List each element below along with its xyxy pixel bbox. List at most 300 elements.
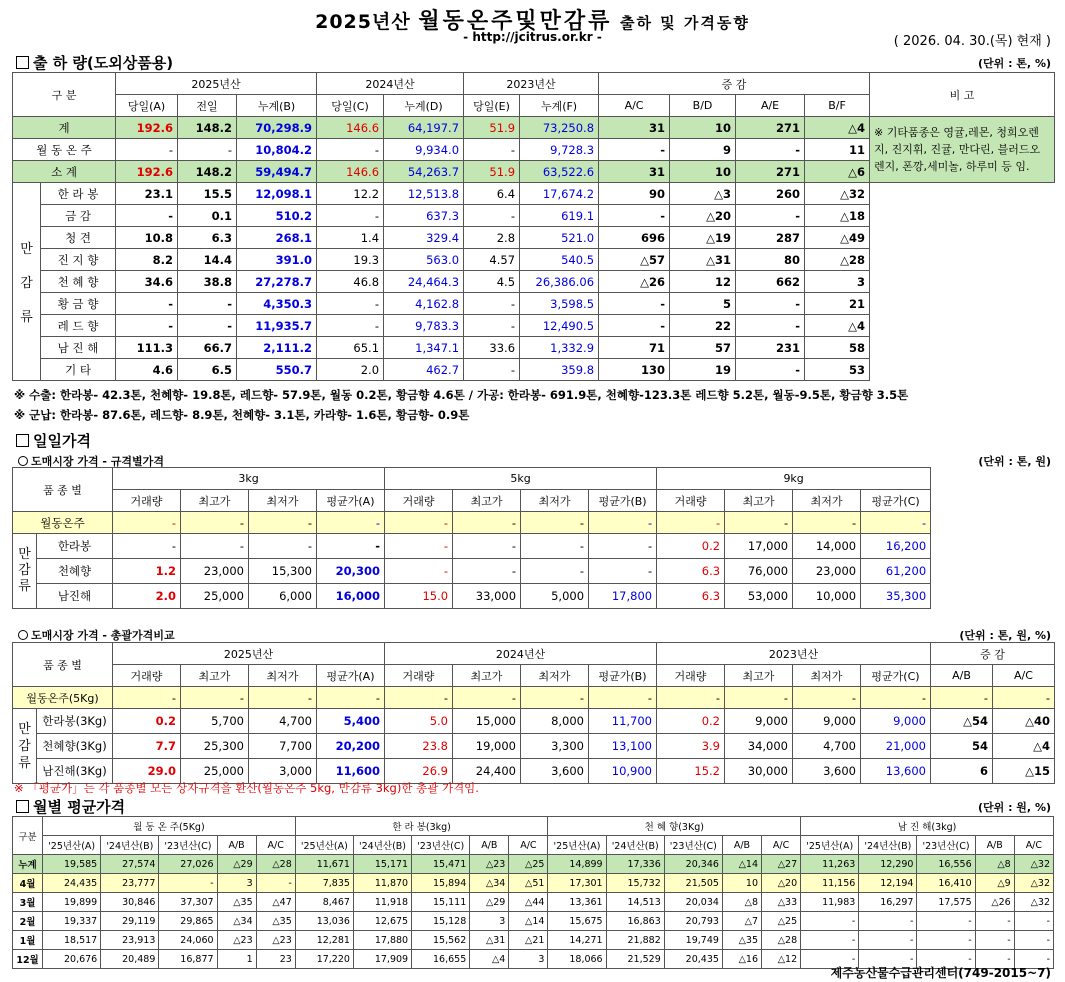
column-header: A/C: [256, 836, 295, 855]
table-cell: 12,675: [353, 912, 411, 931]
table-cell: 59,494.7: [237, 161, 317, 183]
table-cell: 1.2: [113, 559, 181, 584]
table-cell: △25: [762, 912, 801, 931]
table-cell: 10.8: [116, 227, 178, 249]
table-cell: -: [116, 205, 178, 227]
table-cell: -: [1014, 931, 1053, 950]
table-cell: 11,700: [589, 709, 657, 734]
shipment-section-title: 출 하 량(도외상품용): [16, 52, 173, 73]
table-cell: 1: [217, 950, 256, 969]
table-cell: -: [736, 293, 805, 315]
table-cell: 58: [805, 337, 870, 359]
table-cell: 23,777: [101, 874, 159, 893]
table-cell: 80: [736, 249, 805, 271]
daily-compare-table: [12, 642, 1055, 784]
table-cell: -: [181, 512, 249, 534]
table-cell: 23: [256, 950, 295, 969]
column-header: A/E: [736, 95, 805, 117]
monthly-section-title: 월별 평균가격: [16, 796, 125, 817]
table-cell: △32: [1014, 874, 1053, 893]
table-cell: 33,000: [453, 584, 521, 609]
column-header: '25년산(A): [801, 836, 859, 855]
table-cell: 9,000: [725, 709, 793, 734]
table-cell: 12,290: [859, 855, 917, 874]
h-remark: 비 고: [870, 73, 1055, 117]
table-cell: 16,863: [606, 912, 664, 931]
table-cell: △54: [931, 709, 993, 734]
table-cell: 4,700: [793, 734, 861, 759]
table-cell: 10: [670, 161, 736, 183]
table-row: [13, 931, 1054, 950]
column-header: 당일(C): [317, 95, 384, 117]
table-row: [13, 874, 1054, 893]
table-cell: 637.3: [384, 205, 464, 227]
table-cell: 26,386.06: [520, 271, 599, 293]
table-cell: 4,700: [249, 709, 317, 734]
checkbox-icon: [16, 434, 29, 447]
site-url[interactable]: - http://jcitrus.or.kr -: [463, 30, 602, 44]
table-cell: -: [317, 205, 384, 227]
table-cell: 17,220: [295, 950, 353, 969]
row-label: 청 견: [41, 227, 116, 249]
table-row: [13, 512, 931, 534]
table-cell: -: [1014, 950, 1053, 969]
table-cell: 23,000: [181, 559, 249, 584]
table-cell: 15,000: [453, 709, 521, 734]
table-cell: -: [453, 687, 521, 709]
table-cell: -: [801, 950, 859, 969]
table-cell: 17,800: [589, 584, 657, 609]
column-group-header: 2024년산: [385, 643, 657, 665]
column-header: 최저가: [249, 665, 317, 687]
h-category: 구 분: [13, 73, 116, 117]
table-row: [13, 665, 1055, 687]
column-header: 거래량: [385, 490, 453, 512]
table-cell: 64,197.7: [384, 117, 464, 139]
table-cell: -: [725, 687, 793, 709]
table-cell: 20,489: [101, 950, 159, 969]
title-year: 2025년산: [315, 11, 411, 33]
table-cell: -: [317, 293, 384, 315]
table-row: [13, 183, 1055, 205]
table-cell: 9,783.3: [384, 315, 464, 337]
table-cell: 12.2: [317, 183, 384, 205]
table-cell: 53,000: [725, 584, 793, 609]
table-cell: 19,899: [43, 893, 101, 912]
table-cell: 31: [599, 117, 670, 139]
table-cell: -: [464, 293, 520, 315]
table-cell: 271: [736, 117, 805, 139]
table-cell: -: [589, 687, 657, 709]
column-header: A/C: [762, 836, 801, 855]
column-group-header: 9kg: [657, 468, 931, 490]
table-cell: 2.0: [113, 584, 181, 609]
table-cell: 46.8: [317, 271, 384, 293]
table-cell: 29,865: [159, 912, 217, 931]
table-cell: △34: [217, 912, 256, 931]
table-cell: -: [861, 512, 931, 534]
table-row: [13, 584, 931, 609]
table-cell: 54,263.7: [384, 161, 464, 183]
column-group-header: 5kg: [385, 468, 657, 490]
table-cell: -: [159, 874, 217, 893]
column-group-header: 2023년산: [464, 73, 599, 95]
daily-sub2: 도매시장 가격 - 총괄가격비교: [18, 627, 175, 643]
table-cell: 4.57: [464, 249, 520, 271]
column-header: 평균가(A): [317, 665, 385, 687]
table-cell: 10,804.2: [237, 139, 317, 161]
table-cell: 26.9: [385, 759, 453, 784]
column-group-header: 월 동 온 주(5Kg): [43, 817, 296, 836]
table-cell: -: [385, 534, 453, 559]
column-header: 당일(A): [116, 95, 178, 117]
column-header: 평균가(A): [317, 490, 385, 512]
table-cell: -: [859, 912, 917, 931]
table-row: [13, 293, 1055, 315]
table-cell: 3,300: [521, 734, 589, 759]
column-header: '23년산(C): [917, 836, 975, 855]
table-cell: -: [317, 534, 385, 559]
table-cell: 17,909: [353, 950, 411, 969]
table-cell: 20,793: [664, 912, 722, 931]
table-cell: -: [464, 315, 520, 337]
table-cell: 0.2: [113, 709, 181, 734]
column-header: 최고가: [725, 665, 793, 687]
table-cell: △9: [975, 874, 1014, 893]
table-cell: -: [385, 559, 453, 584]
table-cell: 15,675: [548, 912, 606, 931]
table-cell: 6.3: [178, 227, 237, 249]
table-cell: △7: [722, 912, 761, 931]
table-cell: 6.5: [178, 359, 237, 381]
table-cell: 4.6: [116, 359, 178, 381]
table-cell: 148.2: [178, 161, 237, 183]
table-cell: 21,882: [606, 931, 664, 950]
column-header: '25년산(A): [548, 836, 606, 855]
column-header: 누계(B): [237, 95, 317, 117]
table-cell: -: [859, 950, 917, 969]
table-cell: 20,034: [664, 893, 722, 912]
table-cell: 73,250.8: [520, 117, 599, 139]
table-cell: 16,000: [317, 584, 385, 609]
table-cell: 33.6: [464, 337, 520, 359]
table-cell: △35: [217, 893, 256, 912]
table-cell: 6,000: [249, 584, 317, 609]
table-cell: △32: [1014, 893, 1053, 912]
table-cell: 11,600: [317, 759, 385, 784]
table-cell: 15,300: [249, 559, 317, 584]
table-cell: 20,346: [664, 855, 722, 874]
table-cell: -: [178, 315, 237, 337]
table-cell: 231: [736, 337, 805, 359]
table-cell: -: [793, 512, 861, 534]
row-label: 남진해(3Kg): [37, 759, 113, 784]
table-cell: 4,162.8: [384, 293, 464, 315]
table-cell: 148.2: [178, 117, 237, 139]
table-cell: 7.7: [113, 734, 181, 759]
table-cell: △29: [470, 893, 509, 912]
table-cell: 19.3: [317, 249, 384, 271]
table-cell: -: [931, 687, 993, 709]
table-cell: 15,471: [412, 855, 470, 874]
table-cell: 70,298.9: [237, 117, 317, 139]
row-label: 누계: [13, 855, 43, 874]
table-row: [13, 643, 1055, 665]
table-cell: 192.6: [116, 161, 178, 183]
table-cell: 14.4: [178, 249, 237, 271]
table-cell: 3.9: [657, 734, 725, 759]
table-cell: 21,000: [861, 734, 931, 759]
table-row: [13, 227, 1055, 249]
table-cell: -: [975, 950, 1014, 969]
table-cell: 16,556: [917, 855, 975, 874]
table-cell: -: [249, 534, 317, 559]
table-cell: △31: [670, 249, 736, 271]
table-cell: 4,350.3: [237, 293, 317, 315]
mangam-group-label: 만 감 류: [13, 183, 41, 381]
table-cell: 20,676: [43, 950, 101, 969]
table-cell: 23.1: [116, 183, 178, 205]
table-cell: 24,060: [159, 931, 217, 950]
table-cell: 11: [805, 139, 870, 161]
table-cell: 1,347.1: [384, 337, 464, 359]
table-cell: 66.7: [178, 337, 237, 359]
column-header: A/C: [993, 665, 1055, 687]
table-cell: △12: [762, 950, 801, 969]
table-cell: 15.5: [178, 183, 237, 205]
column-header: 최고가: [181, 490, 249, 512]
row-label: 4월: [13, 874, 43, 893]
daily-note: ※ 「평균가」는 각 품종별 모든 상자규격을 환산(월동온주 5kg, 만감류 3kg)한 총괄 가격임.: [14, 781, 479, 795]
column-header: A/C: [509, 836, 548, 855]
table-cell: 29.0: [113, 759, 181, 784]
table-cell: 0.2: [657, 534, 725, 559]
column-header: 당일(E): [464, 95, 520, 117]
table-cell: 18,517: [43, 931, 101, 950]
table-cell: 53: [805, 359, 870, 381]
table-cell: 17,000: [725, 534, 793, 559]
table-cell: 9,000: [861, 709, 931, 734]
row-label: 소 계: [13, 161, 116, 183]
table-cell: -: [453, 512, 521, 534]
table-cell: 10,900: [589, 759, 657, 784]
table-cell: -: [317, 139, 384, 161]
table-cell: 23.8: [385, 734, 453, 759]
table-cell: -: [113, 687, 181, 709]
table-cell: 17,336: [606, 855, 664, 874]
table-cell: 12: [670, 271, 736, 293]
table-cell: 19: [670, 359, 736, 381]
table-cell: -: [317, 315, 384, 337]
table-cell: 57: [670, 337, 736, 359]
footer-org: 제주농산물수급관리센터(749-2015~7): [830, 966, 1051, 980]
row-label: 월동온주: [13, 512, 113, 534]
table-cell: 24,435: [43, 874, 101, 893]
table-cell: 8,467: [295, 893, 353, 912]
table-cell: -: [801, 912, 859, 931]
table-cell: 271: [736, 161, 805, 183]
daily-section-title: 일일가격: [16, 430, 91, 451]
table-cell: 563.0: [384, 249, 464, 271]
column-header: 최고가: [181, 665, 249, 687]
table-cell: △21: [509, 931, 548, 950]
table-cell: 11,671: [295, 855, 353, 874]
table-cell: -: [181, 534, 249, 559]
table-cell: 8.2: [116, 249, 178, 271]
column-header: '25년산(A): [43, 836, 101, 855]
table-cell: 90: [599, 183, 670, 205]
table-cell: 16,410: [917, 874, 975, 893]
table-cell: 20,200: [317, 734, 385, 759]
table-cell: △40: [993, 709, 1055, 734]
table-cell: 111.3: [116, 337, 178, 359]
table-cell: -: [657, 512, 725, 534]
table-cell: -: [736, 359, 805, 381]
table-cell: 4.5: [464, 271, 520, 293]
row-label: 천혜향(3Kg): [37, 734, 113, 759]
column-header: 최저가: [249, 490, 317, 512]
table-cell: 0.2: [657, 709, 725, 734]
table-cell: 27,026: [159, 855, 217, 874]
table-cell: 24,400: [453, 759, 521, 784]
table-cell: 34,000: [725, 734, 793, 759]
table-cell: -: [589, 512, 657, 534]
table-cell: 5: [670, 293, 736, 315]
table-cell: △51: [509, 874, 548, 893]
table-cell: 2,111.2: [237, 337, 317, 359]
table-cell: 13,036: [295, 912, 353, 931]
table-cell: 14,271: [548, 931, 606, 950]
table-cell: 9,000: [793, 709, 861, 734]
table-cell: 34.6: [116, 271, 178, 293]
table-cell: -: [464, 139, 520, 161]
shipment-unit: (단위 : 톤, %): [977, 57, 1051, 70]
table-cell: -: [521, 512, 589, 534]
table-cell: 3: [805, 271, 870, 293]
table-cell: -: [861, 687, 931, 709]
column-header: '23년산(C): [159, 836, 217, 855]
table-cell: 391.0: [237, 249, 317, 271]
table-cell: 5,400: [317, 709, 385, 734]
table-cell: 662: [736, 271, 805, 293]
table-cell: 19,337: [43, 912, 101, 931]
column-header: B/D: [670, 95, 736, 117]
table-cell: -: [116, 139, 178, 161]
column-header: 거래량: [113, 490, 181, 512]
table-cell: -: [599, 293, 670, 315]
table-cell: 11,935.7: [237, 315, 317, 337]
table-cell: -: [599, 205, 670, 227]
table-cell: 13,361: [548, 893, 606, 912]
table-cell: △35: [256, 912, 295, 931]
table-cell: 10: [670, 117, 736, 139]
table-cell: -: [736, 205, 805, 227]
column-header: '24년산(B): [353, 836, 411, 855]
table-cell: △27: [762, 855, 801, 874]
table-row: [13, 836, 1054, 855]
table-cell: 38.8: [178, 271, 237, 293]
column-header: A/B: [217, 836, 256, 855]
column-header: A/B: [470, 836, 509, 855]
monthly-unit: (단위 : 원, %): [977, 801, 1051, 814]
table-row: [13, 734, 1055, 759]
column-header: 거래량: [657, 490, 725, 512]
table-cell: 22: [670, 315, 736, 337]
table-cell: 8,000: [521, 709, 589, 734]
table-cell: △4: [470, 950, 509, 969]
row-label: 기 타: [41, 359, 116, 381]
table-cell: 3,600: [521, 759, 589, 784]
table-cell: 15.2: [657, 759, 725, 784]
table-cell: 15,894: [412, 874, 470, 893]
table-cell: 359.8: [520, 359, 599, 381]
table-cell: 11,870: [353, 874, 411, 893]
table-cell: 31: [599, 161, 670, 183]
table-cell: -: [917, 931, 975, 950]
table-cell: 21,529: [606, 950, 664, 969]
table-cell: △14: [509, 912, 548, 931]
table-cell: △20: [762, 874, 801, 893]
table-cell: 619.1: [520, 205, 599, 227]
table-cell: 260: [736, 183, 805, 205]
column-header: 전일: [178, 95, 237, 117]
table-cell: 10: [722, 874, 761, 893]
table-cell: 21,505: [664, 874, 722, 893]
table-row: [13, 315, 1055, 337]
column-header: A/B: [975, 836, 1014, 855]
table-cell: -: [589, 534, 657, 559]
table-cell: -: [385, 512, 453, 534]
table-cell: 540.5: [520, 249, 599, 271]
table-cell: △20: [670, 205, 736, 227]
column-header: 최고가: [453, 490, 521, 512]
title-main: 월동온주및만감류: [418, 9, 613, 34]
table-cell: △4: [805, 315, 870, 337]
table-cell: 6.4: [464, 183, 520, 205]
table-cell: 54: [931, 734, 993, 759]
table-cell: -: [181, 687, 249, 709]
row-label: 월동온주(5Kg): [13, 687, 113, 709]
table-cell: 23,913: [101, 931, 159, 950]
table-cell: 20,435: [664, 950, 722, 969]
table-cell: 2.8: [464, 227, 520, 249]
table-cell: 11,983: [801, 893, 859, 912]
table-row: [13, 893, 1054, 912]
column-header: 누계(D): [384, 95, 464, 117]
table-cell: 65.1: [317, 337, 384, 359]
table-cell: -: [178, 139, 237, 161]
table-cell: △31: [470, 931, 509, 950]
table-cell: -: [116, 315, 178, 337]
table-cell: -: [453, 559, 521, 584]
table-cell: -: [317, 512, 385, 534]
table-cell: 0.1: [178, 205, 237, 227]
column-group-header: 2025년산: [116, 73, 317, 95]
table-cell: 3,598.5: [520, 293, 599, 315]
as-of-date: ( 2026. 04. 30.(목) 현재 ): [893, 34, 1051, 49]
table-row: [13, 709, 1055, 734]
column-header: 최저가: [521, 490, 589, 512]
table-row: [13, 534, 931, 559]
table-cell: △28: [762, 931, 801, 950]
table-cell: 6.3: [657, 584, 725, 609]
table-cell: -: [917, 950, 975, 969]
column-group-header: 증 감: [599, 73, 870, 95]
table-row: [13, 271, 1055, 293]
row-label: 12월: [13, 950, 43, 969]
table-cell: 192.6: [116, 117, 178, 139]
table-cell: △57: [599, 249, 670, 271]
